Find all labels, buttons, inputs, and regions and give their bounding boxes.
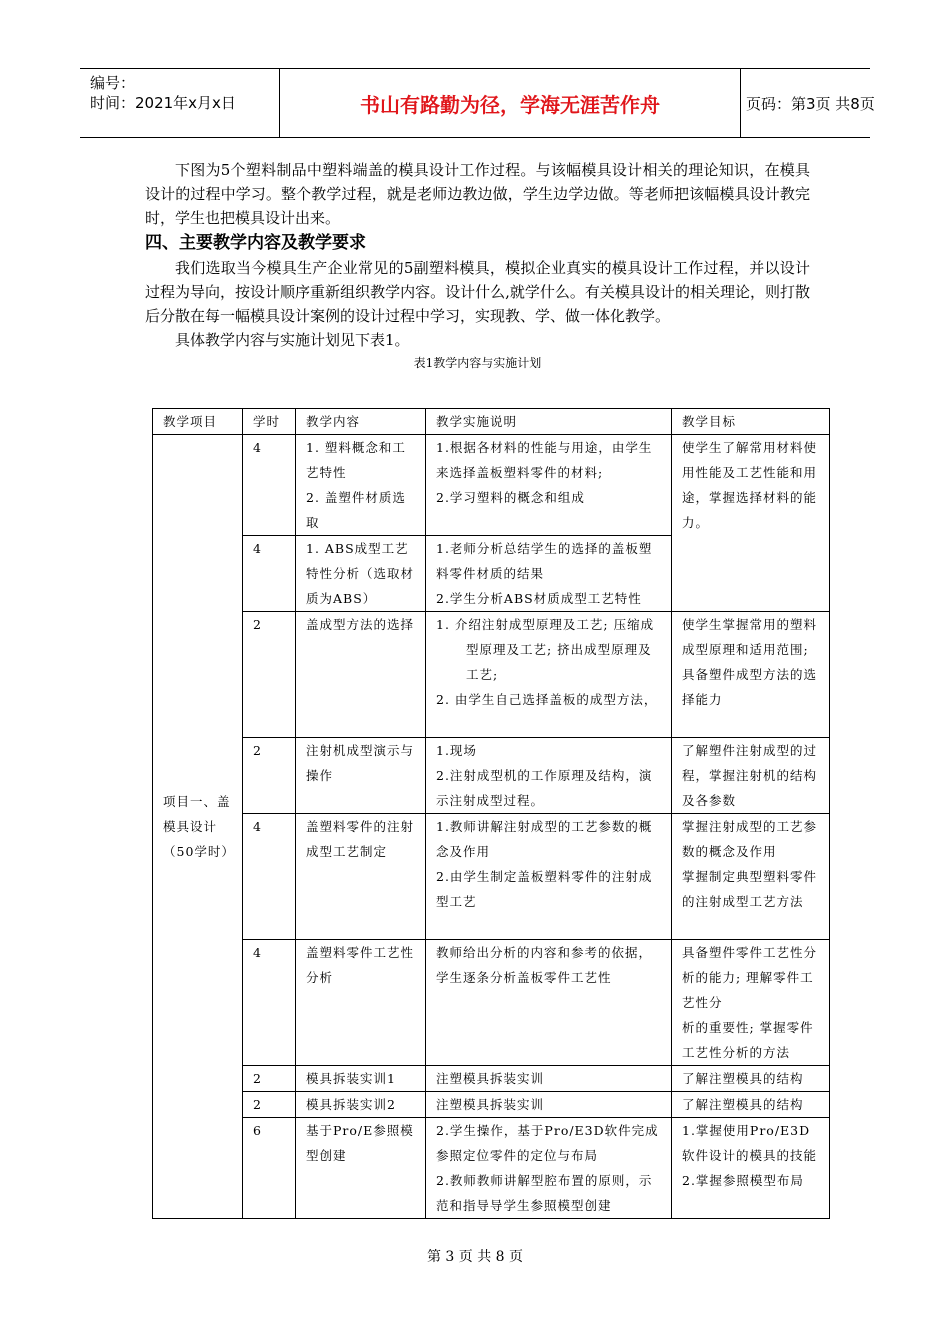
hours-cell: 4 [243, 940, 296, 1066]
col-header-implementation: 教学实施说明 [426, 409, 672, 435]
header-page-number: 页码：第3页 共8页 [746, 94, 875, 113]
page-header [80, 68, 875, 138]
content-cell: 1. ABS成型工艺特性分析（选取材质为ABS） [296, 536, 426, 612]
hours-cell: 2 [243, 1066, 296, 1092]
table-row [153, 1092, 830, 1118]
goal-cell: 具备塑件零件工艺性分析的能力; 理解零件工艺性分 析的重要性; 掌握零件工艺性分析的方法 [672, 940, 830, 1066]
table-row [153, 1066, 830, 1092]
goal-cell: 使学生了解常用材料使用性能及工艺性能和用途，掌握选择材料的能力。 [672, 435, 830, 612]
content-cell: 1. 塑料概念和工艺特性 2. 盖塑件材质选取 [296, 435, 426, 536]
table-row [153, 940, 830, 1066]
doc-date: 时间：2021年x月x日 [90, 94, 236, 112]
project-cell: 项目一、盖模具设计（50学时） [153, 435, 243, 1219]
header-motto: 书山有路勤为径，学海无涯苦作舟 [280, 69, 741, 137]
goal-cell: 了解塑件注射成型的过程，掌握注射机的结构及各参数 [672, 738, 830, 814]
col-header-goal: 教学目标 [672, 409, 830, 435]
teaching-plan-table [152, 408, 830, 1219]
content-cell: 注射机成型演示与操作 [296, 738, 426, 814]
hours-cell: 2 [243, 612, 296, 738]
table-header-row [153, 409, 830, 435]
page-footer: 第 3 页 共 8 页 [426, 1249, 524, 1265]
hours-cell: 2 [243, 738, 296, 814]
content-cell: 盖塑料零件工艺性分析 [296, 940, 426, 1066]
goal-cell: 1.掌握使用Pro/E3D软件设计的模具的技能 2.掌握参照模型布局 [672, 1118, 830, 1219]
teaching-content-paragraph: 我们选取当今模具生产企业常见的5副塑料模具，模拟企业真实的模具设计工作过程，并以设计过程为导向，按设计顺序重新组织教学内容。设计什么,就学什么。有关模具设计的相关理论，则打散后分散在每一幅模具设计案例的设计过程中学习，实现教、学、做一体化教学。 [145, 259, 810, 325]
implementation-cell: 注塑模具拆装实训 [426, 1066, 672, 1092]
implementation-cell: 2.学生操作，基于Pro/E3D软件完成参照定位零件的定位与布局 2.教师教师讲解型腔布置的原则，示范和指导导学生参照模型创建 [426, 1118, 672, 1219]
content-cell: 盖塑料零件的注射成型工艺制定 [296, 814, 426, 940]
col-header-project: 教学项目 [153, 409, 243, 435]
implementation-cell: 1.教师讲解注射成型的工艺参数的概念及作用 2.由学生制定盖板塑料零件的注射成型工艺 [426, 814, 672, 940]
content-cell: 盖成型方法的选择 [296, 612, 426, 738]
hours-cell: 2 [243, 1092, 296, 1118]
table-row [153, 1118, 830, 1219]
hours-cell: 4 [243, 814, 296, 940]
header-meta [80, 69, 280, 137]
goal-cell: 了解注塑模具的结构 [672, 1066, 830, 1092]
section-heading: 四、主要教学内容及教学要求 [145, 233, 366, 253]
table-row [153, 738, 830, 814]
implementation-cell: 教师给出分析的内容和参考的依据，学生逐条分析盖板零件工艺性 [426, 940, 672, 1066]
implementation-cell: 注塑模具拆装实训 [426, 1092, 672, 1118]
intro-paragraph: 下图为5个塑料制品中塑料端盖的模具设计工作过程。与该幅模具设计相关的理论知识，在模具设计的过程中学习。整个教学过程，就是老师边教边做，学生边学边做。等老师把该幅模具设计教完时，学生也把模具设计出来。 [145, 161, 810, 227]
hours-cell: 4 [243, 536, 296, 612]
doc-number-label: 编号： [90, 74, 136, 92]
content-cell: 基于Pro/E参照模型创建 [296, 1118, 426, 1219]
table-caption: 表1教学内容与实施计划 [413, 356, 542, 370]
content-cell: 模具拆装实训1 [296, 1066, 426, 1092]
table-intro-paragraph: 具体教学内容与实施计划见下表1。 [175, 331, 410, 349]
table-row [153, 612, 830, 738]
table-row [153, 435, 830, 536]
col-header-content: 教学内容 [296, 409, 426, 435]
implementation-cell: 1.老师分析总结学生的选择的盖板塑料零件材质的结果 2.学生分析ABS材质成型工艺特性 [426, 536, 672, 612]
hours-cell: 4 [243, 435, 296, 536]
implementation-item: 2. 由学生自己选择盖板的成型方法， [436, 692, 658, 707]
implementation-cell: 1.现场 2.注射成型机的工作原理及结构，演示注射成型过程。 [426, 738, 672, 814]
col-header-hours: 学时 [243, 409, 296, 435]
implementation-cell [426, 612, 672, 738]
table-row [153, 814, 830, 940]
goal-cell: 了解注塑模具的结构 [672, 1092, 830, 1118]
implementation-cell: 1.根据各材料的性能与用途，由学生来选择盖板塑料零件的材料; 2.学习塑料的概念和组成 [426, 435, 672, 536]
goal-cell: 掌握注射成型的工艺参数的概念及作用 掌握制定典型塑料零件的注射成型工艺方法 [672, 814, 830, 940]
hours-cell: 6 [243, 1118, 296, 1219]
content-cell: 模具拆装实训2 [296, 1092, 426, 1118]
implementation-item: 1. 介绍注射成型原理及工艺; 压缩成型原理及工艺; 挤出成型原理及工艺; [436, 617, 655, 682]
goal-cell: 使学生掌握常用的塑料成型原理和适用范围; 具备塑件成型方法的选择能力 [672, 612, 830, 738]
document-body [145, 158, 810, 372]
